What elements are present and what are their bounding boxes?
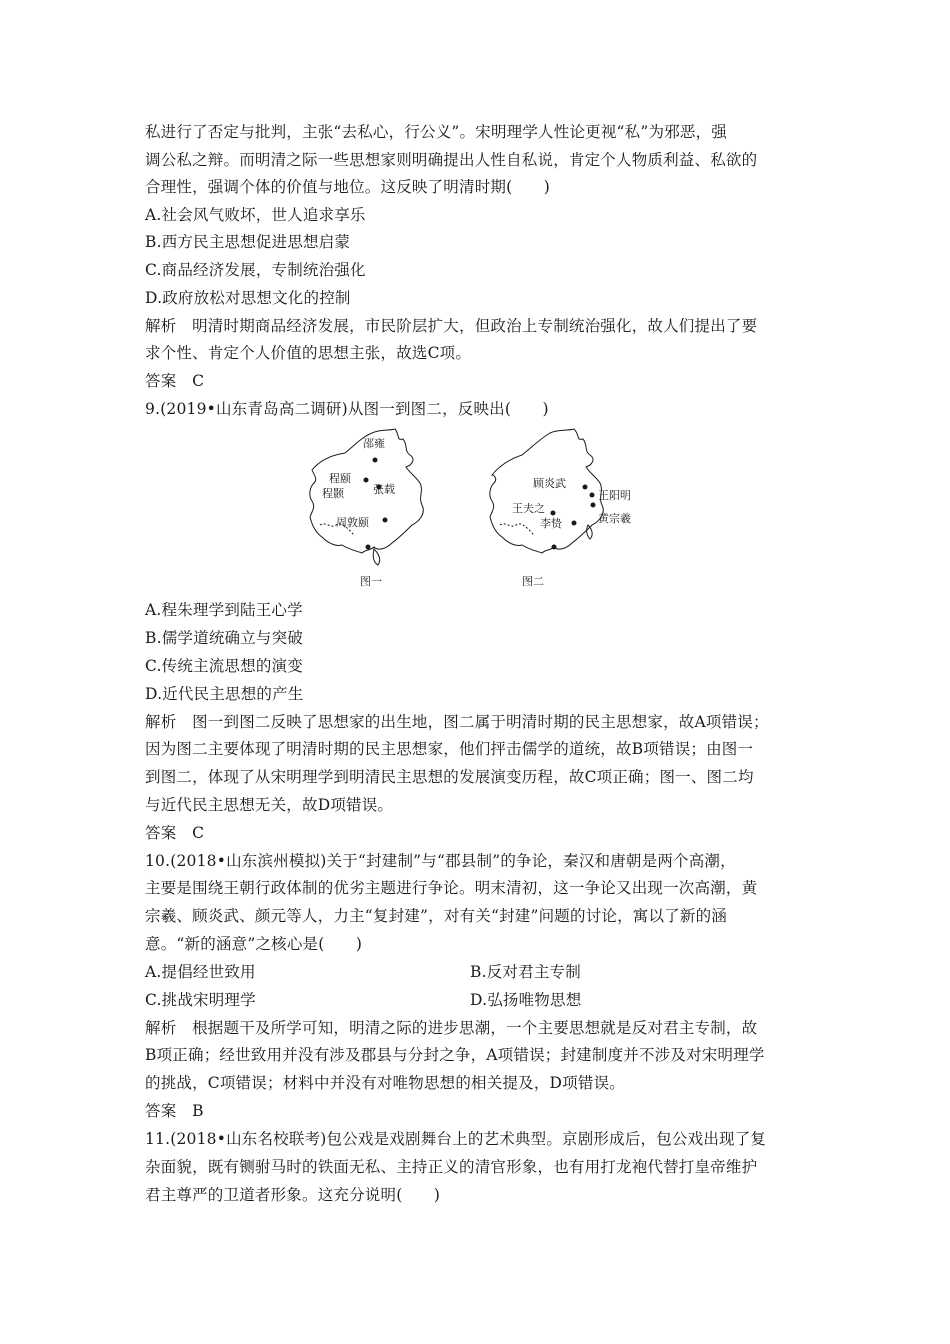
q10-option-a: A.提倡经世致用 (145, 963, 256, 981)
map-1-markers (364, 458, 388, 550)
map-2-dot-wangfuzhi (551, 511, 556, 516)
q10-answer: 答案 B (145, 1102, 204, 1120)
q8-option-a: A.社会风气败坏，世人追求享乐 (145, 206, 366, 224)
map-2-island (587, 525, 592, 539)
map-1-label-chenghao: 程颢 (322, 487, 344, 500)
map-1-island (373, 549, 379, 565)
map-2-label-wangyangming: 王阳明 (598, 489, 631, 502)
map-1-label-chengyi: 程颐 (329, 472, 351, 485)
q10-stem-line-1: 10.(2018•山东滨州模拟)关于“封建制”与“郡县制”的争论，秦汉和唐朝是两个高潮， (145, 852, 736, 870)
q10-option-d: D.弘扬唯物思想 (470, 991, 582, 1009)
q8-stem-line-2: 调公私之辩。而明清之际一些思想家则明确提出人性自私说，肯定个人物质利益、私欲的 (145, 151, 758, 169)
q9-maps-svg (300, 425, 660, 595)
q8-answer: 答案 C (145, 372, 205, 390)
map-1-caption: 图一 (360, 575, 382, 588)
q11-stem-line-3: 君主尊严的卫道者形象。这充分说明( ) (145, 1186, 441, 1204)
q10-stem-line-4: 意。“新的涵意”之核心是( ) (145, 935, 363, 953)
q8-option-c: C.商品经济发展，专制统治强化 (145, 261, 366, 279)
q9-option-c: C.传统主流思想的演变 (145, 657, 303, 675)
map-2-label-wangfuzhi: 王夫之 (512, 502, 545, 515)
q9-stem: 9.(2019•山东青岛高二调研)从图一到图二，反映出( ) (145, 400, 549, 418)
q9-option-b: B.儒学道统确立与突破 (145, 629, 304, 647)
q9-analysis-line-2: 因为图二主要体现了明清时期的民主思想家，他们抨击儒学的道统，故B项错误；由图一 (145, 740, 754, 758)
map-2-label-lizhi: 李贽 (540, 517, 562, 530)
map-2-dot-south (552, 545, 557, 550)
q10-analysis-line-2: B项正确；经世致用并没有涉及郡县与分封之争，A项错误；封建制度并不涉及对宋明理学 (145, 1046, 765, 1064)
map-1-label-shaoyong: 邵雍 (363, 437, 385, 450)
map-2-coastline (490, 429, 603, 553)
q10-option-c: C.挑战宋明理学 (145, 991, 256, 1009)
q10-analysis-line-3: 的挑战，C项错误；材料中并没有对唯物思想的相关提及，D项错误。 (145, 1074, 625, 1092)
q10-stem-line-2: 主要是围绕王朝行政体制的优劣主题进行争论。明末清初，这一争论又出现一次高潮，黄 (145, 879, 758, 897)
map-2-caption: 图二 (522, 575, 544, 588)
q9-option-a: A.程朱理学到陆王心学 (145, 601, 303, 619)
q8-option-d: D.政府放松对思想文化的控制 (145, 289, 351, 307)
q10-analysis-line-1: 解析 根据题干及所学可知，明清之际的进步思潮，一个主要思想就是反对君主专制，故 (145, 1019, 758, 1037)
q9-analysis-line-3: 到图二，体现了从宋明理学到明清民主思想的发展演变历程，故C项正确；图一、图二均 (145, 768, 754, 786)
q8-stem-line-1: 私进行了否定与批判，主张“去私心，行公义”。宋明理学人性论更视“私”为邪恶，强 (145, 123, 727, 141)
map-1-dot-zhoudunyi (383, 518, 388, 523)
q8-analysis-line-1: 解析 明清时期商品经济发展，市民阶层扩大，但政治上专制统治强化，故人们提出了要 (145, 317, 758, 335)
map-2-inner-border (500, 524, 534, 535)
map-2-dot-guyanwu (583, 485, 588, 490)
map-1-dot-chengyi (364, 478, 369, 483)
q9-maps-figure (300, 425, 660, 595)
map-1-label-zhoudunyi: 周敦颐 (336, 516, 369, 529)
q8-analysis-line-2: 求个性、肯定个人价值的思想主张，故选C项。 (145, 344, 472, 362)
map-2 (490, 429, 603, 553)
q9-option-d: D.近代民主思想的产生 (145, 685, 304, 703)
map-1-dot-south (366, 545, 371, 550)
q9-answer: 答案 C (145, 824, 205, 842)
q11-stem-line-2: 杂面貌，既有铡驸马时的铁面无私、主持正义的清官形象，也有用打龙袍代替打皇帝维护 (145, 1158, 758, 1176)
map-2-label-guyanwu: 顾炎武 (533, 477, 566, 490)
q9-analysis-line-4: 与近代民主思想无关，故D项错误。 (145, 796, 394, 814)
map-2-dot-huangzongxi (591, 503, 596, 508)
map-1-label-zhangzai: 张载 (373, 483, 395, 496)
map-2-dot-lizhi (572, 521, 577, 526)
q10-option-b: B.反对君主专制 (470, 963, 581, 981)
map-2-label-huangzongxi: 黄宗羲 (598, 512, 631, 525)
q8-stem-line-3: 合理性，强调个体的价值与地位。这反映了明清时期( ) (145, 178, 550, 196)
map-2-dot-wangyangming (590, 493, 595, 498)
q10-stem-line-3: 宗羲、顾炎武、颜元等人，力主“复封建”，对有关“封建”问题的讨论，寓以了新的涵 (145, 907, 727, 925)
map-1-dot-shaoyong (373, 458, 378, 463)
q11-stem-line-1: 11.(2018•山东名校联考)包公戏是戏剧舞台上的艺术典型。京剧形成后，包公戏出现了复 (145, 1130, 767, 1148)
q9-analysis-line-1: 解析 图一到图二反映了思想家的出生地，图二属于明清时期的民主思想家，故A项错误； (145, 713, 769, 731)
q8-option-b: B.西方民主思想促进思想启蒙 (145, 233, 351, 251)
